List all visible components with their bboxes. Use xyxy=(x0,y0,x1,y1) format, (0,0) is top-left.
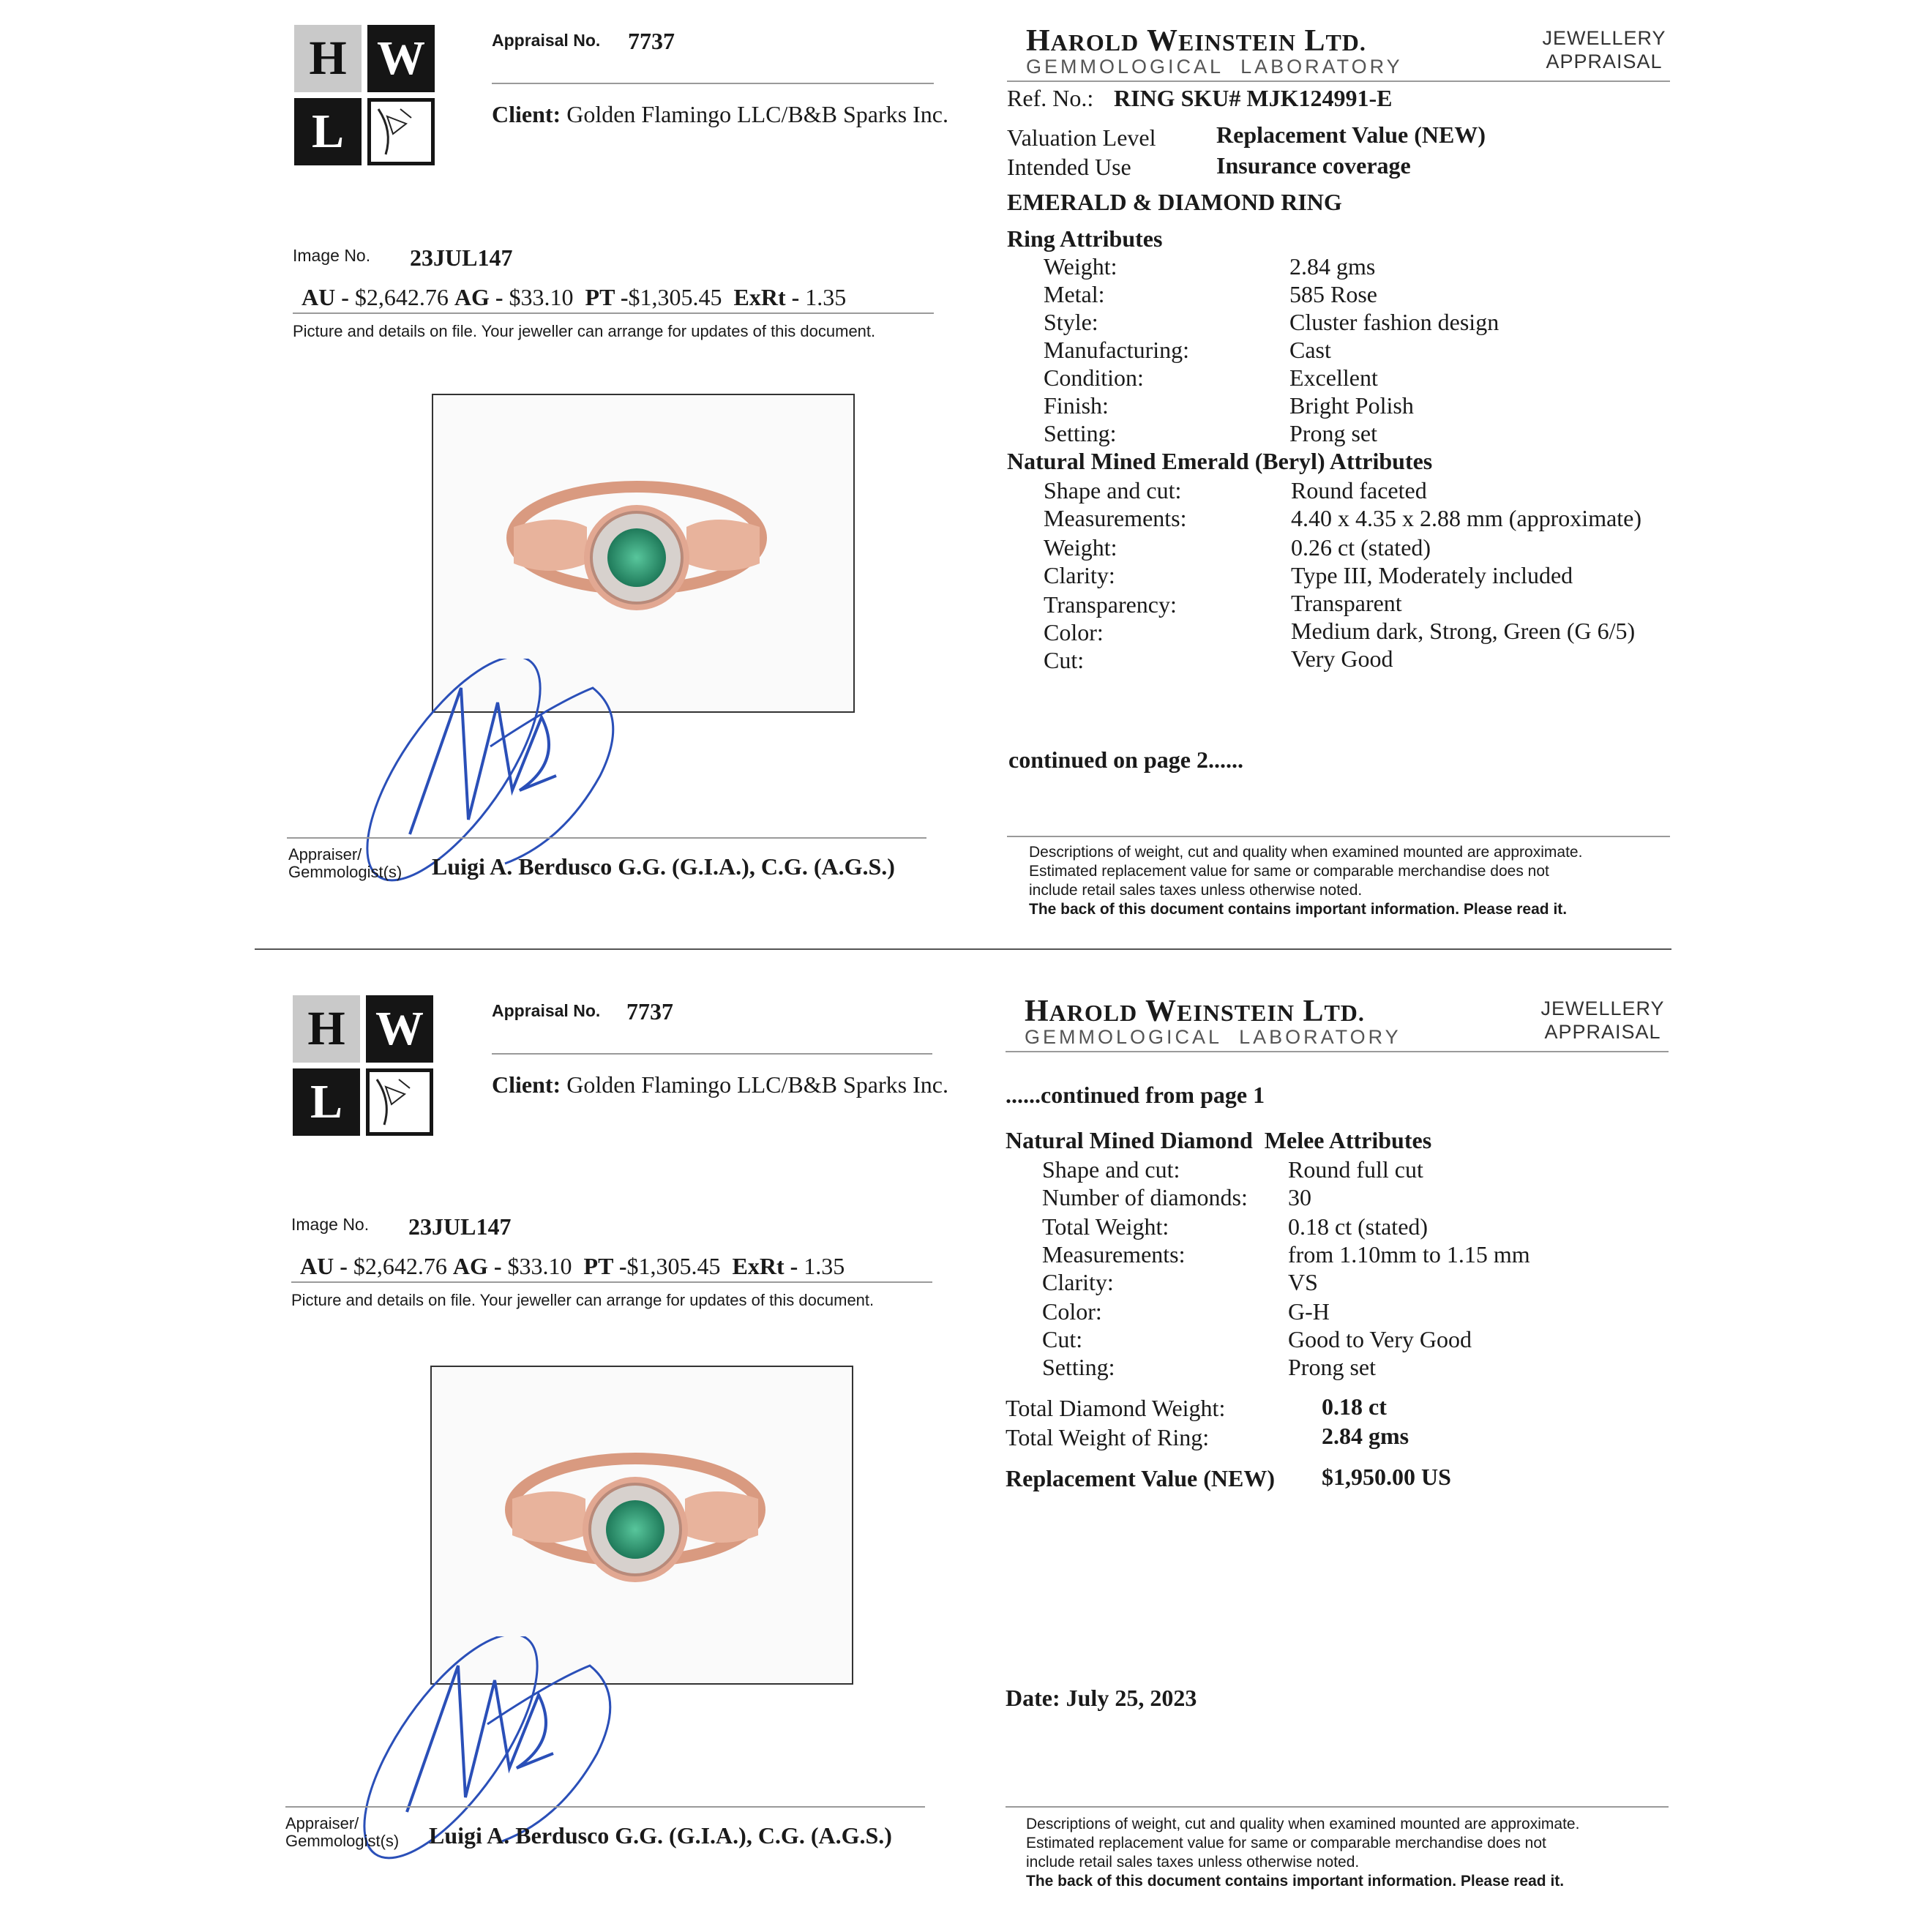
attr-value: VS xyxy=(1288,1269,1318,1295)
attr-value: Type III, Moderately included xyxy=(1291,562,1573,588)
exrt-value: 1.35 xyxy=(804,1253,845,1279)
logo-h: H xyxy=(293,995,360,1063)
appraisal-no-label: Appraisal No. xyxy=(492,31,601,50)
pt-value: $1,305.45 xyxy=(626,1253,721,1279)
appraisal-no-label: Appraisal No. xyxy=(492,1001,601,1020)
ag-value: $33.10 xyxy=(507,1253,572,1279)
attr-label: Condition: xyxy=(1044,364,1144,391)
lab-subtitle: GEMMOLOGICAL LABORATORY xyxy=(1026,56,1403,78)
ref-value: RING SKU# MJK124991-E xyxy=(1114,85,1393,111)
attr-label: Shape and cut: xyxy=(1042,1156,1180,1183)
doc-type: JEWELLERY APPRAISAL xyxy=(1540,997,1665,1043)
pt-label: PT - xyxy=(585,284,629,310)
continued-from: ......continued from page 1 xyxy=(1006,1082,1265,1108)
divider xyxy=(492,1053,932,1055)
attr-value: from 1.10mm to 1.15 mm xyxy=(1288,1241,1530,1268)
company-name: HAROLD WEINSTEIN LTD. xyxy=(1026,24,1366,58)
au-value: $2,642.76 xyxy=(354,284,449,310)
total-diamond-label: Total Diamond Weight: xyxy=(1006,1395,1226,1421)
appraisal-date: Date: July 25, 2023 xyxy=(1006,1685,1197,1711)
appraiser-label xyxy=(288,846,402,881)
ring-section-title: Ring Attributes xyxy=(1007,225,1163,252)
metal-prices xyxy=(300,1253,845,1280)
image-no-value: 23JUL147 xyxy=(408,1213,512,1240)
attr-value: Prong set xyxy=(1289,420,1377,446)
logo-figure-icon xyxy=(366,1068,433,1136)
attr-label: Total Weight: xyxy=(1042,1213,1169,1240)
emerald-section-title: Natural Mined Emerald (Beryl) Attributes xyxy=(1007,448,1433,474)
appraisal-page-2 xyxy=(0,970,1932,1932)
continued-note: continued on page 2...... xyxy=(1008,746,1243,773)
attr-label: Cut: xyxy=(1044,647,1085,673)
pt-value: $1,305.45 xyxy=(628,284,722,310)
attr-label: Weight: xyxy=(1044,534,1117,561)
image-no-label: Image No. xyxy=(291,1215,370,1234)
appraiser-name: Luigi A. Berdusco G.G. (G.I.A.), C.G. (A.G.S.) xyxy=(432,853,895,880)
attr-label: Setting: xyxy=(1042,1354,1115,1380)
client-line xyxy=(492,101,948,128)
logo-figure-icon xyxy=(367,98,435,165)
attr-value: Transparent xyxy=(1291,590,1402,616)
logo-w: W xyxy=(367,25,435,92)
pt-label: PT - xyxy=(583,1253,627,1279)
valuation-value: Replacement Value (NEW) xyxy=(1216,121,1486,148)
total-ring-value: 2.84 gms xyxy=(1322,1423,1409,1449)
attr-label: Clarity: xyxy=(1042,1269,1114,1295)
client-name: Golden Flamingo LLC/B&B Sparks Inc. xyxy=(566,1071,948,1098)
ref-label: Ref. No.: xyxy=(1007,85,1094,111)
exrt-value: 1.35 xyxy=(805,284,847,310)
ag-label: AG - xyxy=(454,284,503,310)
attr-label: Clarity: xyxy=(1044,562,1115,588)
exrt-label: ExRt - xyxy=(732,1253,798,1279)
attr-value: Medium dark, Strong, Green (G 6/5) xyxy=(1291,618,1636,644)
client-line xyxy=(492,1071,948,1098)
attr-value: 4.40 x 4.35 x 2.88 mm (approximate) xyxy=(1291,505,1642,531)
disclaimer: Descriptions of weight, cut and quality when examined mounted are approximate. Estimated replacement value for same or comparable merchandise does not include retail sales taxes unless otherwise noted. The back of this document contains important information. Please read it. xyxy=(1026,1816,1580,1890)
attr-value: 585 Rose xyxy=(1289,281,1377,307)
attr-label: Shape and cut: xyxy=(1044,477,1182,503)
exrt-label: ExRt - xyxy=(733,284,800,310)
page-separator xyxy=(255,948,1671,950)
client-name: Golden Flamingo LLC/B&B Sparks Inc. xyxy=(566,101,948,127)
appraiser-name: Luigi A. Berdusco G.G. (G.I.A.), C.G. (A.G.S.) xyxy=(429,1822,892,1849)
disclaimer: Descriptions of weight, cut and quality when examined mounted are approximate. Estimated replacement value for same or comparable merchandise does not include retail sales taxes unless otherwise noted. The back of this document contains important information. Please read it. xyxy=(1029,844,1583,918)
company-name: HAROLD WEINSTEIN LTD. xyxy=(1025,995,1365,1028)
client-label: Client: xyxy=(492,101,561,127)
lab-subtitle: GEMMOLOGICAL LABORATORY xyxy=(1025,1026,1401,1048)
use-value: Insurance coverage xyxy=(1216,152,1411,179)
au-label: AU - xyxy=(300,1253,348,1279)
attr-value: Round faceted xyxy=(1291,477,1427,503)
attr-label: Number of diamonds: xyxy=(1042,1184,1248,1210)
picture-note: Picture and details on file. Your jeweller can arrange for updates of this document. xyxy=(293,322,876,340)
attr-value: 2.84 gms xyxy=(1289,253,1376,280)
total-ring-label: Total Weight of Ring: xyxy=(1006,1424,1210,1450)
attr-label: Finish: xyxy=(1044,392,1109,419)
attr-value: G-H xyxy=(1288,1298,1330,1325)
metal-prices xyxy=(302,284,846,311)
attr-value: Round full cut xyxy=(1288,1156,1423,1183)
attr-label: Measurements: xyxy=(1044,505,1187,531)
divider xyxy=(293,312,934,314)
attr-label: Cut: xyxy=(1042,1326,1083,1352)
item-title: EMERALD & DIAMOND RING xyxy=(1007,189,1342,215)
valuation-label: Valuation Level xyxy=(1007,124,1156,151)
attr-value: Very Good xyxy=(1291,645,1393,672)
attr-label: Manufacturing: xyxy=(1044,337,1190,363)
au-label: AU - xyxy=(302,284,349,310)
appraisal-no-value: 7737 xyxy=(626,998,673,1025)
attr-value: Prong set xyxy=(1288,1354,1376,1380)
attr-label: Setting: xyxy=(1044,420,1117,446)
logo-l: L xyxy=(294,98,362,165)
ag-value: $33.10 xyxy=(509,284,574,310)
attr-value: Excellent xyxy=(1289,364,1378,391)
divider xyxy=(285,1806,925,1808)
attr-value: 30 xyxy=(1288,1184,1311,1210)
attr-value: Cast xyxy=(1289,337,1331,363)
ag-label: AG - xyxy=(452,1253,502,1279)
attr-label: Measurements: xyxy=(1042,1241,1186,1268)
attr-value: Cluster fashion design xyxy=(1289,309,1499,335)
total-diamond-value: 0.18 ct xyxy=(1322,1393,1387,1420)
attr-label: Metal: xyxy=(1044,281,1105,307)
au-value: $2,642.76 xyxy=(353,1253,447,1279)
attr-value: 0.26 ct (stated) xyxy=(1291,534,1431,561)
attr-label: Color: xyxy=(1044,619,1104,645)
attr-value: Good to Very Good xyxy=(1288,1326,1472,1352)
attr-value: Bright Polish xyxy=(1289,392,1414,419)
replacement-label: Replacement Value (NEW) xyxy=(1006,1465,1275,1491)
image-no-value: 23JUL147 xyxy=(410,244,513,271)
divider xyxy=(492,83,934,84)
appraisal-no-value: 7737 xyxy=(628,28,675,54)
emerald-attrs xyxy=(1044,477,1658,679)
logo-l: L xyxy=(293,1068,360,1136)
hwl-logo xyxy=(293,995,433,1136)
appraiser-label-2: Gemmologist(s) xyxy=(288,863,402,881)
image-no-label: Image No. xyxy=(293,246,371,265)
attr-label: Weight: xyxy=(1044,253,1117,280)
divider xyxy=(1006,1806,1669,1808)
diamond-section-title: Natural Mined Diamond Melee Attributes xyxy=(1006,1127,1432,1153)
divider xyxy=(1007,80,1670,82)
appraiser-label-1: Appraiser/ xyxy=(288,845,362,864)
client-label: Client: xyxy=(492,1071,561,1098)
attr-label: Color: xyxy=(1042,1298,1102,1325)
diamond-attrs xyxy=(1042,1156,1628,1383)
ring-photo xyxy=(432,394,855,713)
logo-h: H xyxy=(294,25,362,92)
picture-note: Picture and details on file. Your jeweller can arrange for updates of this document. xyxy=(291,1291,875,1309)
use-label: Intended Use xyxy=(1007,154,1131,180)
divider xyxy=(291,1281,932,1283)
appraiser-label-1: Appraiser/ xyxy=(285,1814,359,1832)
attr-value: 0.18 ct (stated) xyxy=(1288,1213,1429,1240)
ring-attrs xyxy=(1044,253,1629,451)
logo-w: W xyxy=(366,995,433,1063)
appraiser-label xyxy=(285,1815,399,1850)
ring-photo xyxy=(430,1366,853,1685)
divider xyxy=(287,837,926,839)
divider xyxy=(1006,1051,1669,1052)
attr-label: Transparency: xyxy=(1044,591,1177,618)
divider xyxy=(1007,836,1670,837)
replacement-value: $1,950.00 US xyxy=(1322,1464,1451,1490)
appraiser-label-2: Gemmologist(s) xyxy=(285,1832,400,1850)
attr-label: Style: xyxy=(1044,309,1098,335)
hwl-logo xyxy=(294,25,435,165)
doc-type: JEWELLERY APPRAISAL xyxy=(1542,27,1666,72)
